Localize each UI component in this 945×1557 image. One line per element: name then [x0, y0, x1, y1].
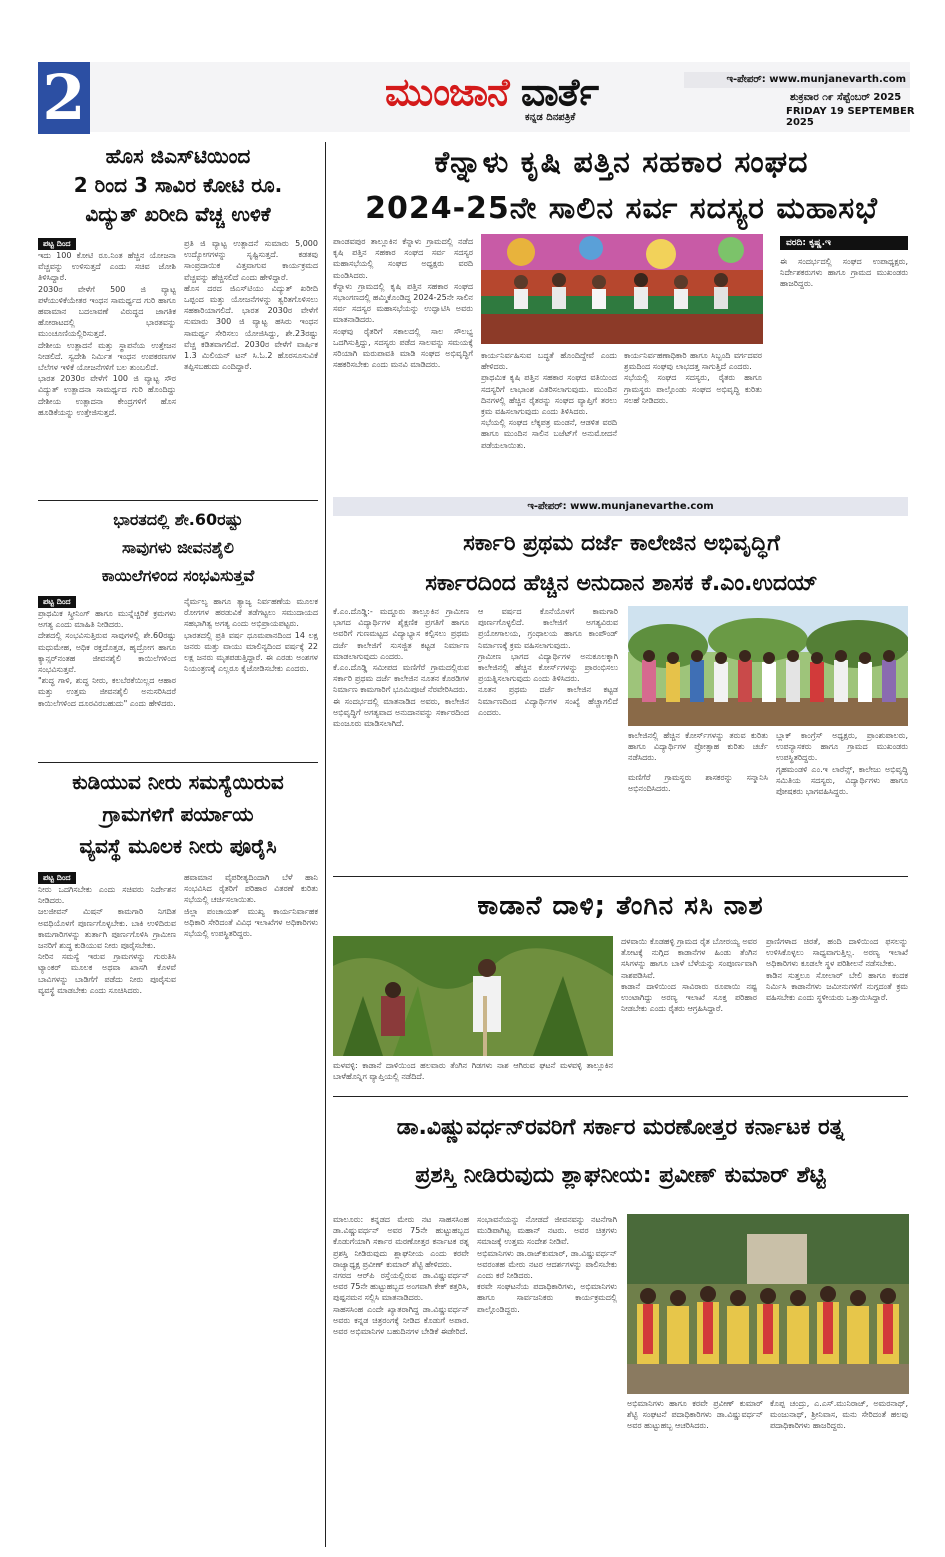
vishnuvardhan-headline [333, 1104, 908, 1200]
vishnuvardhan-caption: ಅಭಿಮಾನಿಗಳು ಹಾಗೂ ಕರವೇ ಪ್ರವೀಣ್ ಕುಮಾರ್ ಶೆಟ್ಟಿ ಸಂಘಟನೆ ಪದಾಧಿಕಾರಿಗಳು ಡಾ.ವಿಷ್ಣುವರ್ಧನ್ ಅವರ ಹುಟ್ಟುಹಬ್ಬ ಆಚರಿಸಿದರು. [627, 1399, 763, 1430]
water-body-col2 [184, 872, 318, 1546]
paragraph: ನೂತನ ಪ್ರಥಮ ದರ್ಜೆ ಕಾಲೇಜಿನ ಕಟ್ಟಡ ನಿರ್ಮಾಣದಿಂದ ವಿದ್ಯಾರ್ಥಿಗಳ ಸಂಖ್ಯೆ ಹೆಚ್ಚಾಗಲಿದೆ ಎಂದರು. [478, 685, 618, 717]
water-label: ಪಟ್ಟ ದಿಂದ [38, 872, 76, 884]
gst-label: ಪಟ್ಟ ದಿಂದ [38, 238, 76, 250]
headline-line: 2 ರಿಂದ 3 ಸಾವಿರ ಕೋಟಿ ರೂ. [73, 173, 283, 197]
paragraph: ಪ್ರಾಣಿಗಳಾದ ಚಿರತೆ, ಹಂದಿ ದಾಳಿಯಿಂದ ಫಸಲನ್ನು ಉಳಿಸಿಕೊಳ್ಳಲು ಸಾಧ್ಯವಾಗುತ್ತಿಲ್ಲ. ಅರಣ್ಯ ಇಲಾಖೆ ಅಧಿಕಾರಿಗಳು ಕೂಡಲೇ ಸ್ಥಳ ಪರಿಶೀಲನೆ ನಡೆಸಬೇಕು. [766, 937, 908, 969]
eprint-url: ಇ-ಪೇಪರ್: www.munjanevarth.com [684, 72, 910, 88]
vishnuvardhan-body-col2 [477, 1214, 617, 1544]
lifestyle-headline [38, 506, 318, 590]
paragraph: ದೇಶದಲ್ಲಿ ಸಂಭವಿಸುತ್ತಿರುವ ಸಾವುಗಳಲ್ಲಿ ಶೇ.60ರಷ್ಟು ಮಧುಮೇಹ, ಅಧಿಕ ರಕ್ತದೊತ್ತಡ, ಹೃದ್ರೋಗ ಹಾಗೂ ಕ್ಯಾನ್ಸರ್‌ನಂತಹ ಜೀವನಶೈಲಿ ಕಾಯಿಲೆಗಳಿಂದ ಸಂಭವಿಸುತ್ತವೆ. [38, 631, 176, 675]
headline-line: ಗ್ರಾಮಗಳಿಗೆ ಪರ್ಯಾಯ [102, 802, 254, 826]
elephant-caption: ಮಳವಳ್ಳಿ: ಕಾಡಾನೆ ದಾಳಿಯಿಂದ ಹಲವಾರು ತೆಂಗಿನ ಗಿಡಗಳು ನಾಶ ಆಗಿರುವ ಘಟನೆ ಮಳವಳ್ಳಿ ತಾಲ್ಲೂಕಿನ ಬಾಳೆಹೊನ್ನಿಗ ವ್ಯಾಪ್ತಿಯಲ್ಲಿ ನಡೆದಿದೆ. [333, 1061, 613, 1081]
lifestyle-body-col2 [184, 596, 318, 756]
logo [385, 70, 660, 126]
lifestyle-body-col1 [38, 608, 176, 756]
paragraph: ಪ್ರತಿ ಜಿ ವ್ಯಾಟ್ಟ ಉತ್ಪಾದನೆ ಸುಮಾರು 5,000 ಉದ್ಯೋಗಗಳನ್ನು ಸೃಷ್ಟಿಸುತ್ತದೆ. ಕಡತವು ಸಾಂಪ್ರದಾಯಿಕ ವಿತ್ತವಾಗುವ ಕಾರ್ಯಕ್ರಮದ ವೆಚ್ಚವನ್ನು ಹೆಚ್ಚಿಸಲಿದೆ ಎಂದು ಹೇಳಿದ್ದಾರೆ. [184, 239, 318, 282]
college-body-col3 [628, 772, 768, 868]
paragraph: ಸಾಹಸಸಿಂಹ ಎಂದೇ ಖ್ಯಾತರಾಗಿದ್ದ ಡಾ.ವಿಷ್ಣುವರ್ಧನ್ ಅವರು ಕನ್ನಡ ಚಿತ್ರರಂಗಕ್ಕೆ ನೀಡಿದ ಕೊಡುಗೆ ಅಪಾರ. ಅವರ ಅಭಿಮಾನಿಗಳ ಬಹುದಿನಗಳ ಬೇಡಿಕೆ ಈಡೇರಿದೆ. [333, 1304, 469, 1337]
college-body-col1 [333, 606, 469, 868]
paragraph: ಆ ವರ್ಷದ ಕೊನೆಯೊಳಗೆ ಕಾಮಗಾರಿ ಪೂರ್ಣಗೊಳ್ಳಲಿದೆ. ಕಾಲೇಜಿಗೆ ಅಗತ್ಯವಿರುವ ಪ್ರಯೋಗಾಲಯ, ಗ್ರಂಥಾಲಯ ಹಾಗೂ ಕಾಂಪೌಂಡ್ ನಿರ್ಮಾಣಕ್ಕೆ ಕ್ರಮ ವಹಿಸಲಾಗುವುದು. [478, 607, 618, 650]
paragraph: ಗ್ರಾಮೀಣ ಭಾಗದ ವಿದ್ಯಾರ್ಥಿಗಳ ಅನುಕೂಲಕ್ಕಾಗಿ ಕಾಲೇಜಿನಲ್ಲಿ ಹೆಚ್ಚಿನ ಕೋರ್ಸ್‌ಗಳನ್ನು ಪ್ರಾರಂಭಿಸಲು ಪ್ರಯತ್ನಿಸಲಾಗುವುದು ಎಂದು ತಿಳಿಸಿದರು. [478, 651, 618, 684]
paragraph: ಸಂಭಾವನೆಯನ್ನು ನೋಡದೆ ಜೀವನವನ್ನು ನಟನೆಗಾಗಿ ಮುಡಿಪಾಗಿಟ್ಟ ಮಹಾನ್ ನಟರು. ಅವರ ಚಿತ್ರಗಳು ಸಮಾಜಕ್ಕೆ ಉತ್ತಮ ಸಂದೇಶ ನೀಡಿವೆ. [477, 1215, 617, 1247]
college-headline [333, 524, 910, 604]
cooperative-body-col2 [481, 350, 617, 492]
headline-line: ವಿದ್ಯುತ್ ಖರೀದಿ ವೆಚ್ಚ ಉಳಿಕೆ [85, 202, 271, 226]
elephant-body-col2 [621, 936, 757, 1088]
headline-line: ಕುಡಿಯುವ ನೀರು ಸಮಸ್ಯೆಯಿರುವ [72, 770, 284, 794]
headline-line: ಪ್ರಶಸ್ತಿ ನೀಡಿರುವುದು ಶ್ಲಾಘನೀಯ: ಪ್ರವೀಣ್ ಕುಮಾರ್ ಶೆಟ್ಟಿ [415, 1163, 826, 1188]
paragraph: ಕೆನ್ನಾಳು ಗ್ರಾಮದಲ್ಲಿ ಕೃಷಿ ಪತ್ತಿನ ಸಹಕಾರ ಸಂಘದ ಸಭಾಂಗಣದಲ್ಲಿ ಹಮ್ಮಿಕೊಂಡಿದ್ದ 2024-25ನೇ ಸಾಲಿನ ಸರ್ವ ಸದಸ್ಯರ ಮಹಾಸಭೆಯನ್ನು ಉದ್ಘಾಟಿಸಿ ಅವರು ಮಾತನಾಡಿದರು. [333, 281, 473, 325]
elephant-body-col3 [766, 936, 908, 1088]
paragraph: ಪ್ರಾಥಮಿಕ ಸ್ಕ್ರೀನಿಂಗ್ ಹಾಗೂ ಮುನ್ನೆಚ್ಚರಿಕೆ ಕ್ರಮಗಳು ಅಗತ್ಯ ಎಂದು ಮಾಹಿತಿ ನೀಡಿದರು. [38, 609, 176, 630]
cooperative-body-col4 [780, 256, 908, 492]
college-photo [628, 606, 908, 726]
cooperative-headline [333, 140, 910, 232]
paragraph: ಹವಾಮಾನ ವೈಪರೀತ್ಯದಿಂದಾಗಿ ಬೆಳೆ ಹಾನಿ ಸಂಭವಿಸಿದ ರೈತರಿಗೆ ಪರಿಹಾರ ವಿತರಣೆ ಕುರಿತು ಸಭೆಯಲ್ಲಿ ಚರ್ಚಿಸಲಾಯಿತು. [184, 873, 318, 905]
page-number: 2 [38, 62, 90, 134]
date-english: FRIDAY 19 SEPTEMBER 2025 [786, 106, 915, 128]
headline-line: ಹೊಸ ಜಿಎಸ್‌ಟಿಯಿಂದ [105, 144, 251, 168]
paragraph: 2030ರ ವೇಳೆಗೆ 500 ಜಿ ವ್ಯಾಟ್ಟ ಪಳೆಯುಳಿಕೆಯೇತರ ಇಂಧನ ಸಾಮರ್ಥ್ಯದ ಗುರಿ ಹಾಗೂ ಹವಾಮಾನ ಬದಲಾವಣೆ ವಿರುದ್ಧದ ಜಾಗತಿಕ ಹೋರಾಟದಲ್ಲಿ ಭಾರತವನ್ನು ಮುಂಚೂಣಿಯಲ್ಲಿರಿಸುತ್ತದೆ. [38, 284, 176, 339]
column-divider [325, 142, 326, 1547]
date-kannada: ಶುಕ್ರವಾರ ೧೯ ಸೆಪ್ಟೆಂಬರ್ 2025 [790, 92, 902, 103]
paragraph: ಬ್ಲಾಕ್ ಕಾಂಗ್ರೆಸ್ ಅಧ್ಯಕ್ಷರು, ಪ್ರಾಂಶುಪಾಲರು, ಉಪನ್ಯಾಸಕರು ಹಾಗೂ ಗ್ರಾಮದ ಮುಖಂಡರು ಉಪಸ್ಥಿತರಿದ್ದರು. [776, 731, 908, 763]
elephant-photo [333, 936, 613, 1056]
logo-part-1: ಮುಂಜಾನೆ [385, 70, 509, 114]
divider [333, 1096, 908, 1097]
paragraph: ಕೆ.ಎಂ.ದೊಡ್ಡಿ:- ಮದ್ದೂರು ತಾಲ್ಲೂಕಿನ ಗ್ರಾಮೀಣ ಭಾಗದ ವಿದ್ಯಾರ್ಥಿಗಳ ಶೈಕ್ಷಣಿಕ ಪ್ರಗತಿಗೆ ಹಾಗೂ ಅವರಿಗೆ ಗುಣಮಟ್ಟದ ವಿದ್ಯಾಭ್ಯಾಸ ಕಲ್ಪಿಸಲು ಪ್ರಥಮ ದರ್ಜೆ ಕಾಲೇಜಿಗೆ ಸುಸಜ್ಜಿತ ಕಟ್ಟಡ ನಿರ್ಮಾಣ ಮಾಡಲಾಗುವುದು ಎಂದರು. [333, 607, 469, 661]
paragraph: ಸಭೆಯಲ್ಲಿ ಸಂಘದ ಸದಸ್ಯರು, ರೈತರು ಹಾಗೂ ಗ್ರಾಮಸ್ಥರು ಪಾಲ್ಗೊಂಡು ಸಂಘದ ಅಭಿವೃದ್ಧಿ ಕುರಿತು ಸಲಹೆ ನೀಡಿದರು. [624, 373, 762, 405]
paragraph: ದೇಶೀಯ ಉತ್ಪಾದನೆ ಮತ್ತು ಸ್ಥಾಪನೆಯ ಉತ್ತೇಜನ ನೀಡಲಿದೆ. ಸ್ವದೇಶಿ ನಿರ್ಮಿತ ಇಂಧನ ಉಪಕರಣಗಳ ಬೆಲೆಗಳ ಇಳಿಕೆ ಯೋಜನೆಗಳಿಗೆ ಬಲ ತುಂಬಲಿದೆ. [38, 340, 176, 373]
cooperative-body-col3 [624, 350, 762, 492]
divider [333, 876, 908, 877]
headline-line: ಸಾವುಗಳು ಜೀವನಶೈಲಿ [121, 538, 234, 557]
water-body-col1 [38, 884, 176, 1546]
paragraph: ಕಾಡಿನ ಸುತ್ತಲೂ ಸೋಲಾರ್ ಬೇಲಿ ಹಾಗೂ ಕಂದಕ ನಿರ್ಮಿಸಿ ಕಾಡಾನೆಗಳು ಜಮೀನುಗಳಿಗೆ ನುಗ್ಗದಂತೆ ಕ್ರಮ ವಹಿಸಬೇಕು ಎಂದು ಸ್ಥಳೀಯರು ಒತ್ತಾಯಿಸಿದ್ದಾರೆ. [766, 970, 908, 1003]
eprint-band: ಇ-ಪೇಪರ್: www.munjanevarthe.com [333, 497, 908, 516]
paragraph: ಕಾರ್ಯನಿರ್ವಹಣಾಧಿಕಾರಿ ಹಾಗೂ ಸಿಬ್ಬಂದಿ ವರ್ಗದವರ ಶ್ರಮದಿಂದ ಸಂಘವು ಲಾಭದತ್ತ ಸಾಗುತ್ತಿದೆ ಎಂದರು. [624, 351, 762, 372]
headline-line: 2024-25ನೇ ಸಾಲಿನ ಸರ್ವ ಸದಸ್ಯರ ಮಹಾಸಭೆ [365, 191, 878, 226]
paragraph: ನೀರಿನ ಸಮಸ್ಯೆ ಇರುವ ಗ್ರಾಮಗಳನ್ನು ಗುರುತಿಸಿ ಟ್ಯಾಂಕರ್ ಮೂಲಕ ಅಥವಾ ಖಾಸಗಿ ಕೊಳವೆ ಬಾವಿಗಳನ್ನು ಬಾಡಿಗೆಗೆ ಪಡೆದು ನೀರು ಪೂರೈಸುವ ವ್ಯವಸ್ಥೆ ಮಾಡಬೇಕು ಎಂದು ಸೂಚಿಸಿದರು. [38, 952, 176, 995]
elephant-headline: ಕಾಡಾನೆ ದಾಳಿ; ತೆಂಗಿನ ಸಸಿ ನಾಶ [477, 891, 764, 921]
paragraph: ಮಾಲೂರು: ಕನ್ನಡದ ಮೇರು ನಟ ಸಾಹಸಸಿಂಹ ಡಾ.ವಿಷ್ಣುವರ್ಧನ್ ಅವರ 75ನೇ ಹುಟ್ಟುಹಬ್ಬದ ಕೊಡುಗೆಯಾಗಿ ಸರ್ಕಾರ ಮರಣೋತ್ತರ ಕರ್ನಾಟಕ ರತ್ನ ಪ್ರಶಸ್ತಿ ನೀಡಿರುವುದು ಶ್ಲಾಘನೀಯ ಎಂದು ಕರವೇ ರಾಜ್ಯಾಧ್ಯಕ್ಷ ಪ್ರವೀಣ್ ಕುಮಾರ್ ಶೆಟ್ಟಿ ಹೇಳಿದರು. [333, 1215, 469, 1269]
cooperative-byline: ವರದಿ: ಕೃಷ್ಣ.ಇ [780, 236, 908, 250]
paragraph: ಈ ಸಂದರ್ಭದಲ್ಲಿ ಸಂಘದ ಉಪಾಧ್ಯಕ್ಷರು, ನಿರ್ದೇಶಕರುಗಳು ಹಾಗೂ ಗ್ರಾಮದ ಮುಖಂಡರು ಹಾಜರಿದ್ದರು. [780, 257, 908, 289]
paragraph: ಕರವೇ ಸಂಘಟನೆಯ ಪದಾಧಿಕಾರಿಗಳು, ಅಭಿಮಾನಿಗಳು ಹಾಗೂ ಸಾರ್ವಜನಿಕರು ಕಾರ್ಯಕ್ರಮದಲ್ಲಿ ಪಾಲ್ಗೊಂಡಿದ್ದರು. [477, 1282, 617, 1314]
logo-part-2: ವಾರ್ತೆ [520, 70, 599, 114]
vishnuvardhan-photo [627, 1214, 909, 1394]
headline-line: ಡಾ.ವಿಷ್ಣುವರ್ಧನ್‌ರವರಿಗೆ ಸರ್ಕಾರ ಮರಣೋತ್ತರ ಕರ್ನಾಟಕ ರತ್ನ [396, 1115, 845, 1140]
paragraph: ಕಾರ್ಯನಿರ್ವಹಿಸುವ ಬದ್ಧತೆ ಹೊಂದಿದ್ದೇವೆ ಎಂದು ಹೇಳಿದರು. [481, 351, 617, 372]
paragraph: ದಳವಾಯಿ ಕೊಡಹಳ್ಳಿ ಗ್ರಾಮದ ರೈತ ಬೋರಯ್ಯ ಅವರ ತೋಟಕ್ಕೆ ನುಗ್ಗಿದ ಕಾಡಾನೆಗಳ ಹಿಂಡು ತೆಂಗಿನ ಸಸಿಗಳನ್ನು ಹಾಗೂ ಬಾಳೆ ಬೆಳೆಯನ್ನು ಸಂಪೂರ್ಣವಾಗಿ ನಾಶಪಡಿಸಿವೆ. [621, 937, 757, 980]
paragraph: ಸಂಘವು ರೈತರಿಗೆ ಸಕಾಲದಲ್ಲಿ ಸಾಲ ಸೌಲಭ್ಯ ಒದಗಿಸುತ್ತಿದ್ದು, ಸದಸ್ಯರು ಪಡೆದ ಸಾಲವನ್ನು ಸಮಯಕ್ಕೆ ಸರಿಯಾಗಿ ಮರುಪಾವತಿ ಮಾಡಿ ಸಂಘದ ಅಭಿವೃದ್ಧಿಗೆ ಸಹಕರಿಸಬೇಕು ಎಂದು ಮನವಿ ಮಾಡಿದರು. [333, 326, 473, 370]
paragraph: ನಗರದ ಆರ್‌ಪಿ ರಸ್ತೆಯಲ್ಲಿರುವ ಡಾ.ವಿಷ್ಣುವರ್ಧನ್ ಅವರ 75ನೇ ಹುಟ್ಟುಹಬ್ಬದ ಅಂಗವಾಗಿ ಕೇಕ್ ಕತ್ತರಿಸಿ, ಪುಷ್ಪನಮನ ಸಲ್ಲಿಸಿ ಮಾತನಾಡಿದರು. [333, 1271, 469, 1303]
paragraph: ನೀರು ಒದಗಿಸಬೇಕು ಎಂದು ಸಚಿವರು ನಿರ್ದೇಶನ ನೀಡಿದರು. [38, 885, 176, 906]
headline-line: ಕೆನ್ನಾಳು ಕೃಷಿ ಪತ್ತಿನ ಸಹಕಾರ ಸಂಘದ [434, 145, 809, 180]
headline-line: ಸರ್ಕಾರಿ ಪ್ರಥಮ ದರ್ಜೆ ಕಾಲೇಜಿನ ಅಭಿವೃದ್ಧಿಗೆ [463, 531, 780, 556]
paragraph: ನೈರ್ಮಲ್ಯ ಹಾಗೂ ತ್ಯಾಜ್ಯ ನಿರ್ವಹಣೆಯ ಮೂಲಕ ರೋಗಗಳ ಹರಡುವಿಕೆ ತಡೆಗಟ್ಟಲು ಸಮುದಾಯದ ಸಹಭಾಗಿತ್ವ ಅಗತ್ಯ ಎಂದು ಅಭಿಪ್ರಾಯಪಟ್ಟರು. [184, 597, 318, 629]
paragraph: ಇದು 100 ಕೋಟಿ ರೂ.ನಿಂತ ಹೆಚ್ಚಿನ ಯೋಜನಾ ವೆಚ್ಚವನ್ನು ಉಳಿಸುತ್ತದೆ ಎಂದು ಸಚಿವ ಜೋಶಿ ತಿಳಿಸಿದ್ದಾರೆ. [38, 251, 176, 283]
vishnuvardhan-caption-right: ಕೊಪ್ಪ ಚಂದ್ರು, ಎ.ಎಸ್.ಮುನಿರಾಜ್, ಅಮರನಾಥ್, ಮಂಜುನಾಥ್, ಶ್ರೀನಿವಾಸ, ಮನು ಸೇರಿದಂತೆ ಹಲವು ಪದಾಧಿಕಾರಿಗಳು ಹಾಜರಿದ್ದರು. [770, 1399, 908, 1430]
paragraph: ಪ್ರಾಥಮಿಕ ಕೃಷಿ ಪತ್ತಿನ ಸಹಕಾರ ಸಂಘದ ವತಿಯಿಂದ ಸದಸ್ಯರಿಗೆ ಲಾಭಾಂಶ ವಿತರಿಸಲಾಗುವುದು. ಮುಂದಿನ ದಿನಗಳಲ್ಲಿ ಹೆಚ್ಚಿನ ರೈತರನ್ನು ಸಂಘದ ವ್ಯಾಪ್ತಿಗೆ ತರಲು ಕ್ರಮ ವಹಿಸಲಾಗುವುದು ಎಂದು ತಿಳಿಸಿದರು. [481, 373, 617, 417]
college-body-col2 [478, 606, 618, 868]
paragraph: ಕೆ.ಎಂ.ದೊಡ್ಡಿ ಸಮೀಪದ ಮಣಿಗೆರೆ ಗ್ರಾಮದಲ್ಲಿರುವ ಸರ್ಕಾರಿ ಪ್ರಥಮ ದರ್ಜೆ ಕಾಲೇಜಿನ ನೂತನ ಕೊಠಡಿಗಳ ನಿರ್ಮಾಣ ಕಾಮಗಾರಿಗೆ ಭೂಮಿಪೂಜೆ ನೆರವೇರಿಸಿದರು. [333, 663, 469, 695]
headline-line: ವ್ಯವಸ್ಥೆ ಮೂಲಕ ನೀರು ಪೂರೈಸಿ [79, 834, 277, 858]
headline-line: ಕಾಯಿಲೆಗಳಿಂದ ಸಂಭವಿಸುತ್ತವೆ [101, 566, 255, 585]
college-caption: ಕಾಲೇಜಿನಲ್ಲಿ ಹೆಚ್ಚಿನ ಕೋರ್ಸ್‌ಗಳನ್ನು ತರುವ ಕುರಿತು ಹಾಗೂ ವಿದ್ಯಾರ್ಥಿಗಳ ಪ್ರೋತ್ಸಾಹ ಕುರಿತು ಚರ್ಚೆ ನಡೆಸಿದರು. [628, 731, 768, 762]
paragraph: ಭಾರತ 2030ರ ವೇಳೆಗೆ 100 ಜಿ ವ್ಯಾಟ್ಟ ಸೌರ ವಿದ್ಯುತ್ ಉತ್ಪಾದನಾ ಸಾಮರ್ಥ್ಯದ ಗುರಿ ಹೊಂದಿದ್ದು ದೇಶೀಯ ಉತ್ಪಾದನಾ ಕೇಂದ್ರಗಳಿಗೆ ಹೊಸ ಹೂಡಿಕೆಯನ್ನು ಉತ್ತೇಜಿಸುತ್ತದೆ. [38, 374, 176, 417]
paragraph: ಈ ಸಂದರ್ಭದಲ್ಲಿ ಮಾತನಾಡಿದ ಅವರು, ಕಾಲೇಜಿನ ಅಭಿವೃದ್ಧಿಗೆ ಅಗತ್ಯವಾದ ಅನುದಾನವನ್ನು ಸರ್ಕಾರದಿಂದ ಮಂಜೂರು ಮಾಡಿಸಲಾಗಿದೆ. [333, 696, 469, 729]
paragraph: ಜಲಜೀವನ್ ಮಿಷನ್ ಕಾಮಗಾರಿ ನಿಗದಿತ ಅವಧಿಯೊಳಗೆ ಪೂರ್ಣಗೊಳ್ಳಬೇಕು. ಬಾಕಿ ಉಳಿದಿರುವ ಕಾಮಗಾರಿಗಳನ್ನು ತುರ್ತಾಗಿ ಪೂರ್ಣಗೊಳಿಸಿ ಗ್ರಾಮೀಣ ಜನರಿಗೆ ಶುದ್ಧ ಕುಡಿಯುವ ನೀರು ಪೂರೈಸಬೇಕು. [38, 907, 176, 951]
gst-body-col1 [38, 250, 176, 492]
divider [38, 762, 318, 763]
paragraph: ಮಣಿಗೆರೆ ಗ್ರಾಮಸ್ಥರು ಶಾಸಕರನ್ನು ಸನ್ಮಾನಿಸಿ ಅಭಿನಂದಿಸಿದರು. [628, 773, 768, 794]
headline-line: ಭಾರತದಲ್ಲಿ ಶೇ.60ರಷ್ಟು [113, 510, 243, 529]
lifestyle-label: ಪಟ್ಟ ದಿಂದ [38, 596, 76, 608]
cooperative-body-col1 [333, 236, 473, 492]
paragraph: ಭಾರತದಲ್ಲಿ ಪ್ರತಿ ವರ್ಷ ಧೂಮಪಾನದಿಂದ 14 ಲಕ್ಷ ಜನರು ಮತ್ತು ವಾಯು ಮಾಲಿನ್ಯದಿಂದ ವರ್ಷಕ್ಕೆ 22 ಲಕ್ಷ ಜನರು ಮೃತಪಡುತ್ತಿದ್ದಾರೆ. ಈ ಎರಡು ಅಂಶಗಳ ನಿಯಂತ್ರಣಕ್ಕೆ ಎಲ್ಲರೂ ಕೈಜೋಡಿಸಬೇಕು ಎಂದರು. [184, 630, 318, 674]
cooperative-photo [481, 234, 763, 344]
paragraph: ಪಾಂಡವಪುರ ತಾಲ್ಲೂಕಿನ ಕೆನ್ನಾಳು ಗ್ರಾಮದಲ್ಲಿ ನಡೆದ ಕೃಷಿ ಪತ್ತಿನ ಸಹಕಾರ ಸಂಘದ ಸರ್ವ ಸದಸ್ಯರ ಮಹಾಸಭೆಯಲ್ಲಿ ಸಂಘದ ಅಧ್ಯಕ್ಷರು ವರದಿ ಮಂಡಿಸಿದರು. [333, 237, 473, 280]
paragraph: ಜಿಲ್ಲಾ ಪಂಚಾಯತ್ ಮುಖ್ಯ ಕಾರ್ಯನಿರ್ವಾಹಕ ಅಧಿಕಾರಿ ಸೇರಿದಂತೆ ವಿವಿಧ ಇಲಾಖೆಗಳ ಅಧಿಕಾರಿಗಳು ಸಭೆಯಲ್ಲಿ ಉಪಸ್ಥಿತರಿದ್ದರು. [184, 906, 318, 939]
vishnuvardhan-body-col1 [333, 1214, 469, 1544]
paragraph: ಹೊಸ ದರದ ಜಿಎಸ್‌ಟಿಯು ವಿದ್ಯುತ್ ಖರೀದಿ ಒಪ್ಪಂದ ಮತ್ತು ಯೋಜನೆಗಳನ್ನು ತ್ವರಿತಗೊಳಿಸಲು ಸಹಕಾರಿಯಾಗಲಿದೆ. ಭಾರತ 2030ರ ವೇಳೆಗೆ ಸುಮಾರು 300 ಜಿ ವ್ಯಾಟ್ಟ ಹಸಿರು ಇಂಧನ ಸಾಮರ್ಥ್ಯ ಸೇರಿಸಲು ಯೋಜಿಸಿದ್ದು, ಶೇ.23ರಷ್ಟು ವೆಚ್ಚ ಕಡಿತವಾಗಲಿದೆ. 2030ರ ವೇಳೆಗೆ ವಾರ್ಷಿಕ 1.3 ಮಿಲಿಯನ್ ಟನ್ ಸಿ.ಓ.2 ಹೊರಸೂಸುವಿಕೆ ತಪ್ಪಿಸಬಹುದು ಎಂದಿದ್ದಾರೆ. [184, 283, 318, 372]
paragraph: ಸಭೆಯಲ್ಲಿ ಸಂಘದ ಲೆಕ್ಕಪತ್ರ ಮಂಡನೆ, ಆಡಳಿತ ವರದಿ ಹಾಗೂ ಮುಂದಿನ ಸಾಲಿನ ಬಜೆಟ್‌ಗೆ ಅನುಮೋದನೆ ಪಡೆಯಲಾಯಿತು. [481, 418, 617, 450]
paragraph: "ಶುದ್ಧ ಗಾಳಿ, ಶುದ್ಧ ನೀರು, ಕಲಬೆರಕೆಯಿಲ್ಲದ ಆಹಾರ ಮತ್ತು ಉತ್ತಮ ಜೀವನಶೈಲಿ ಅನುಸರಿಸಿದರೆ ಕಾಯಿಲೆಗಳಿಂದ ದೂರವಿರಬಹುದು" ಎಂದು ಹೇಳಿದರು. [38, 676, 176, 708]
divider [38, 500, 318, 501]
paragraph: ಅಭಿಮಾನಿಗಳು ಡಾ.ರಾಜ್‌ಕುಮಾರ್, ಡಾ.ವಿಷ್ಣುವರ್ಧನ್ ಅವರಂತಹ ಮೇರು ನಟರ ಆದರ್ಶಗಳನ್ನು ಪಾಲಿಸಬೇಕು ಎಂದು ಕರೆ ನೀಡಿದರು. [477, 1248, 617, 1281]
tagline: ಕನ್ನಡ ದಿನಪತ್ರಿಕೆ [525, 112, 576, 123]
paragraph: ಕಾಡಾನೆ ದಾಳಿಯಿಂದ ಸಾವಿರಾರು ರೂಪಾಯಿ ನಷ್ಟ ಉಂಟಾಗಿದ್ದು ಅರಣ್ಯ ಇಲಾಖೆ ಸೂಕ್ತ ಪರಿಹಾರ ನೀಡಬೇಕು ಎಂದು ರೈತರು ಆಗ್ರಹಿಸಿದ್ದಾರೆ. [621, 981, 757, 1014]
paragraph: ಗೃಹಮಂಡಳಿ ಎಂ.ಇ ಲಾರೆನ್ಸ್, ಕಾಲೇಜು ಅಭಿವೃದ್ಧಿ ಸಮಿತಿಯ ಸದಸ್ಯರು, ವಿದ್ಯಾರ್ಥಿಗಳು ಹಾಗೂ ಪೋಷಕರು ಭಾಗವಹಿಸಿದ್ದರು. [776, 764, 908, 797]
water-headline [38, 766, 318, 862]
gst-headline [38, 142, 318, 229]
gst-body-col2 [184, 238, 318, 492]
headline-line: ಸರ್ಕಾರದಿಂದ ಹೆಚ್ಚಿನ ಅನುದಾನ ಶಾಸಕ ಕೆ.ಎಂ.ಉದಯ್ [425, 571, 818, 596]
college-body-col4 [776, 730, 908, 868]
